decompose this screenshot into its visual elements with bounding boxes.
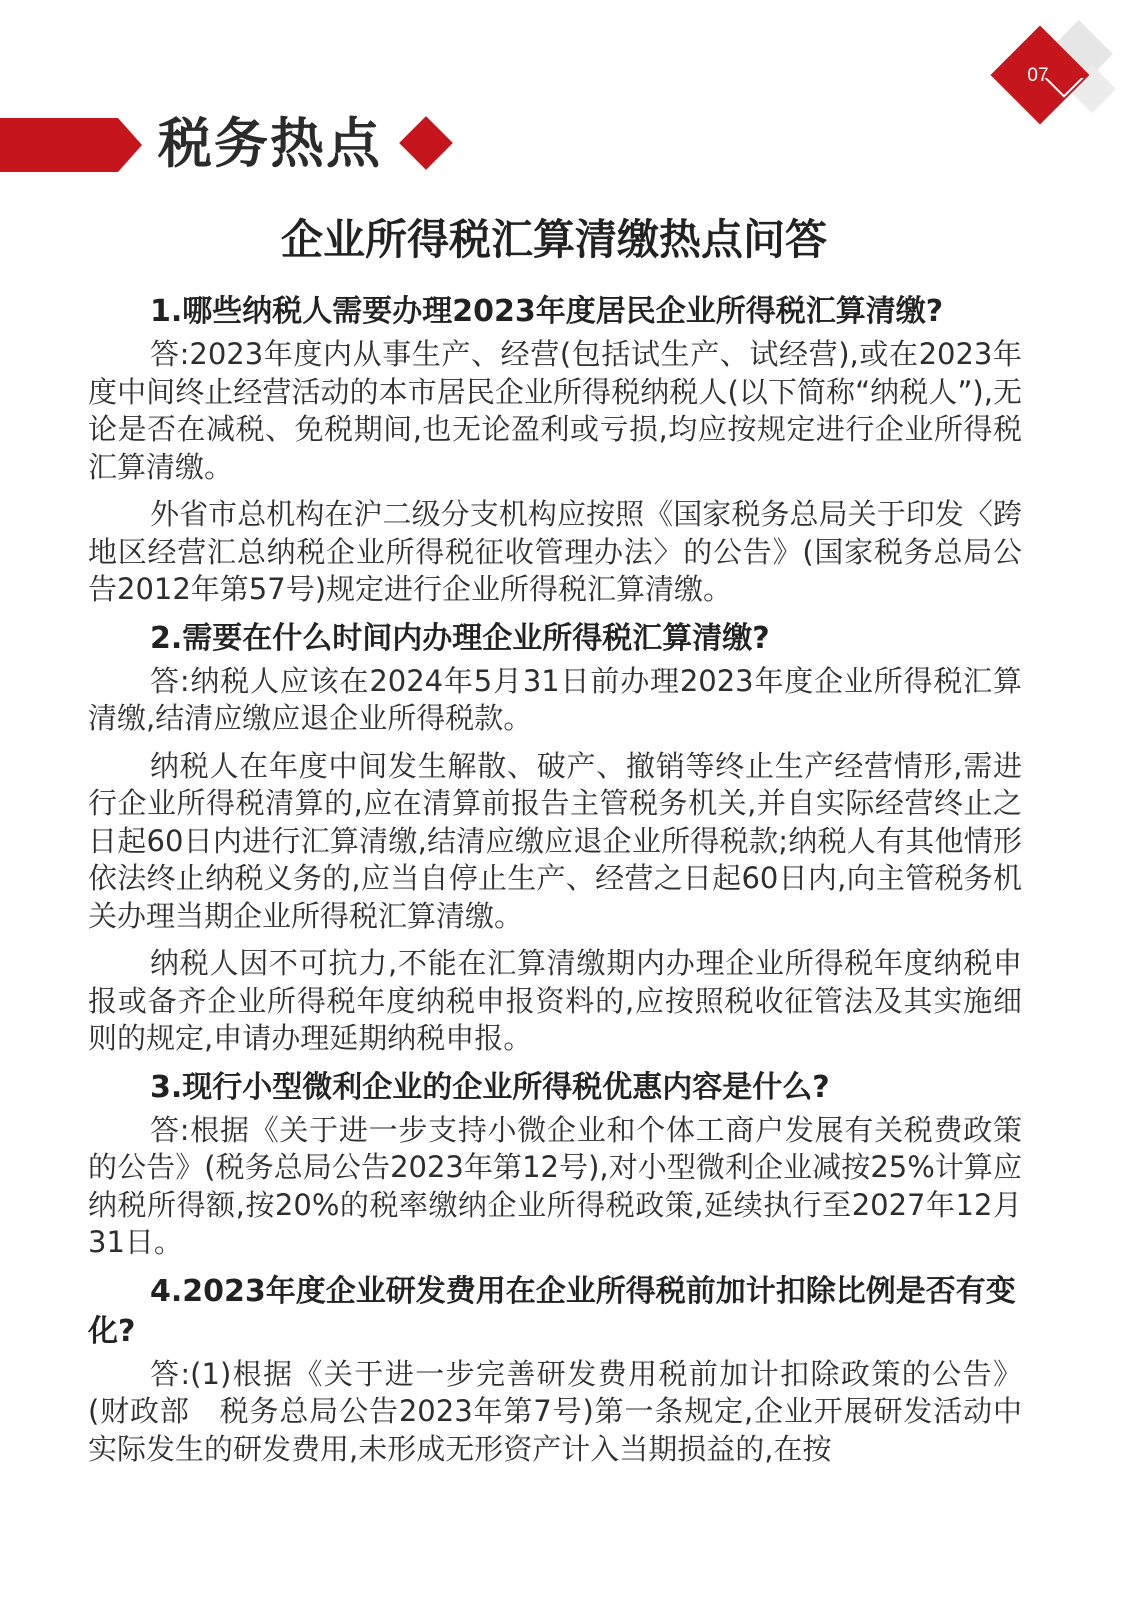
answer-2-paragraph-2: 纳税人在年度中间发生解散、破产、撤销等终止生产经营情形,需进行企业所得税清算的,应在清算前报告主管税务机关,并自实际经营终止之日起60日内进行汇算清缴,结清应缴应退企业所得税款;纳税人有其他情形依法终止纳税义务的,应当自停止生产、经营之日起60日内,向主管税务机关办理当期企业所得税汇算清缴。 bbox=[88, 748, 1022, 933]
answer-3-paragraph-1: 答:根据《关于进一步支持小微企业和个体工商户发展有关税费政策的公告》(税务总局公告2023年第12号),对小型微利企业减按25%计算应纳税所得额,按20%的税率缴纳企业所得税政策,延续执行至2027年12月31日。 bbox=[88, 1112, 1022, 1259]
qa-item-2 bbox=[88, 619, 1022, 1058]
qa-item-4 bbox=[88, 1272, 1022, 1469]
section-banner-title: 税务热点 bbox=[158, 112, 382, 175]
question-4: 4.2023年度企业研发费用在企业所得税前加计扣除比例是否有变化? bbox=[88, 1273, 1016, 1349]
section-banner-arrow-icon bbox=[118, 118, 142, 172]
qa-content bbox=[88, 292, 1022, 1478]
qa-item-3 bbox=[88, 1068, 1022, 1262]
question-3: 3.现行小型微利企业的企业所得税优惠内容是什么? bbox=[150, 1069, 830, 1105]
diamond-icon bbox=[399, 116, 453, 170]
section-banner-bar bbox=[0, 118, 118, 172]
question-1: 1.哪些纳税人需要办理2023年度居民企业所得税汇算清缴? bbox=[150, 294, 944, 329]
answer-2-paragraph-1: 答:纳税人应该在2024年5月31日前办理2023年度企业所得税汇算清缴,结清应缴应退企业所得税款。 bbox=[88, 663, 1022, 735]
answer-1-paragraph-2: 外省市总机构在沪二级分支机构应按照《国家税务总局关于印发〈跨地区经营汇总纳税企业所得税征收管理办法〉的公告》(国家税务总局公告2012年第57号)规定进行企业所得税汇算清缴。 bbox=[88, 497, 1022, 606]
answer-4-paragraph-1: 答:(1)根据《关于进一步完善研发费用税前加计扣除政策的公告》(财政部 税务总局公告2023年第7号)第一条规定,企业开展研发活动中实际发生的研发费用,未形成无形资产计入当期损益的,在按 bbox=[88, 1356, 1022, 1466]
qa-item-1 bbox=[88, 292, 1022, 609]
document-title: 企业所得税汇算清缴热点问答 bbox=[280, 215, 827, 264]
answer-2-paragraph-3: 纳税人因不可抗力,不能在汇算清缴期内办理企业所得税年度纳税申报或备齐企业所得税年度纳税申报资料的,应按照税收征管法及其实施细则的规定,申请办理延期纳税申报。 bbox=[88, 946, 1022, 1055]
page-number: 07 bbox=[1027, 65, 1049, 86]
question-2: 2.需要在什么时间内办理企业所得税汇算清缴? bbox=[150, 620, 770, 656]
answer-1-paragraph-1: 答:2023年度内从事生产、经营(包括试生产、试经营),或在2023年度中间终止经营活动的本市居民企业所得税纳税人(以下简称“纳税人”),无论是否在减税、免税期间,也无论盈利或亏损,均应按规定进行企业所得税汇算清缴。 bbox=[88, 337, 1022, 484]
